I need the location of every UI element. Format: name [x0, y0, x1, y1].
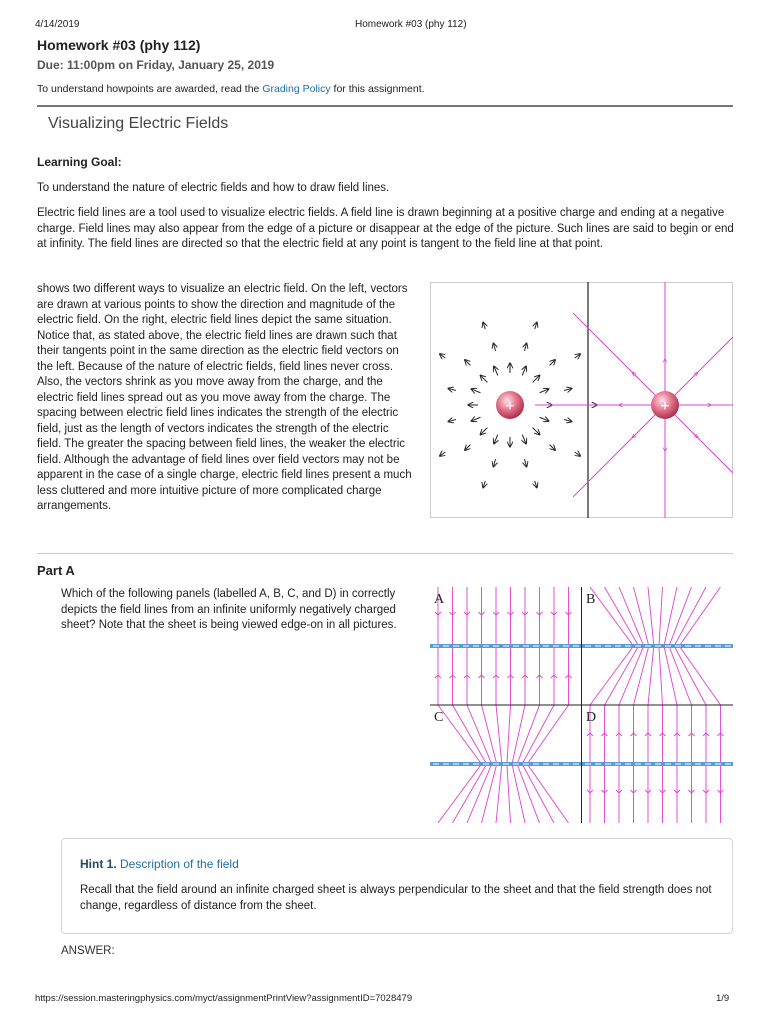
panel-b-label: B [586, 592, 596, 607]
hint-title[interactable]: Description of the field [120, 857, 239, 871]
panel-a-label: A [434, 592, 445, 607]
footer-url: https://session.masteringphysics.com/myct/assignmentPrintView?assignmentID=7028479 [35, 993, 413, 1004]
hint-text: Recall that the field around an infinite charged sheet is always perpendicular to the sheet and that the field strength does not change, regardless of distance from the sheet. [80, 884, 712, 912]
policy-prefix: To understand howpoints are awarded, read the [37, 83, 263, 95]
grading-policy-link[interactable]: Grading Policy [262, 83, 331, 95]
charge-field-figure [430, 282, 733, 518]
due-date: Due: 11:00pm on Friday, January 25, 2019 [37, 58, 275, 72]
grading-policy-note [37, 83, 425, 95]
learning-goal-label: Learning Goal: [37, 155, 122, 169]
charge-plus-right: + [660, 396, 670, 415]
panel-c-label: C [434, 710, 444, 725]
charge-plus-left: + [505, 396, 515, 415]
hint-box [61, 838, 733, 934]
learning-goal-text: To understand the nature of electric fields and how to draw field lines. [37, 182, 390, 194]
panel-d-label: D [586, 710, 597, 725]
hint-number: Hint 1. [80, 857, 117, 871]
hint-header[interactable] [80, 857, 239, 871]
footer-page: 1/9 [716, 993, 730, 1004]
answer-label: ANSWER: [61, 945, 115, 957]
part-a-label: Part A [37, 563, 75, 578]
part-divider [37, 553, 733, 554]
section-title: Visualizing Electric Fields [48, 115, 229, 132]
sheet-panels-figure [430, 587, 733, 823]
header-divider [37, 105, 733, 107]
print-doc-title: Homework #03 (phy 112) [355, 19, 467, 30]
body-paragraph: shows two different ways to visualize an electric field. On the left, vectors are drawn at various points to show the direction and magnitude of the electric field. On the right, electric field lines depict the same situation. Notice that, as stated above, the electric field lines are drawn such that their tangents point in the same direction as the electric field vectors on the left. Because of the nature of electric fields, field lines never cross. Also, the vectors shrink as you move away from the charge, and the electric field lines spread out as you move away from the charge. The spacing between electric field lines indicates the strength of the electric field, just as the length of vectors indicates the strength of the electric field. The greater the spacing between field lines, the weaker the electric field. Although the advantage of field lines over field vectors may not be apparent in the case of a single charge, electric field lines present a much less cluttered and more intuitive picture of more complicated charge arrangements. [37, 283, 412, 512]
print-date: 4/14/2019 [35, 19, 80, 30]
policy-suffix: for this assignment. [330, 83, 425, 95]
part-a-question: Which of the following panels (labelled A, B, C, and D) in correctly depicts the field lines from an infinite uniformly negatively charged sheet? Note that the sheet is being viewed edge-on in all pictures. [61, 588, 397, 631]
intro-paragraph: Electric field lines are a tool used to visualize electric fields. A field line is drawn beginning at a positive charge and ending at a negative charge. Field lines may also appear from the edge of a picture or disappear at the edge of the picture. Such lines are said to begin or end at infinity. The field lines are directed so that the electric field at any point is tangent to the field line at that point. [37, 207, 734, 250]
assignment-title: Homework #03 (phy 112) [37, 37, 201, 53]
